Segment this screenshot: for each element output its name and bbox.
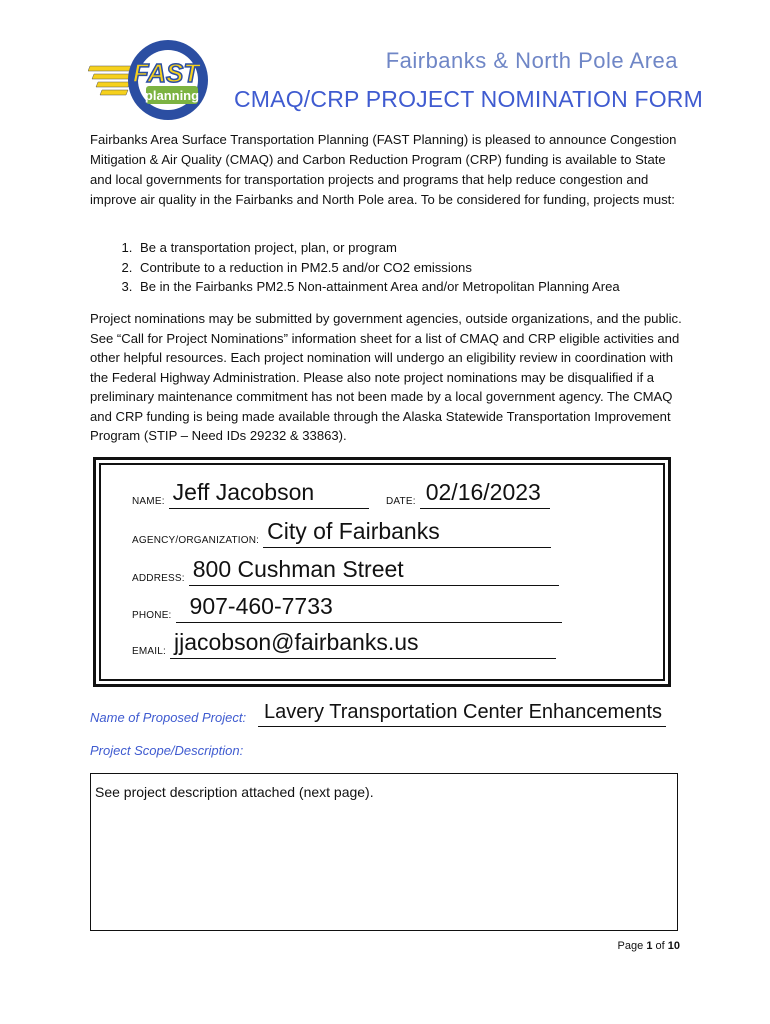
total-pages: 10 <box>667 940 680 952</box>
list-item: 3. Be in the Fairbanks PM2.5 Non-attainment Area and/or Metropolitan Planning Area <box>136 277 736 297</box>
header-subtitle: Fairbanks & North Pole Area <box>385 48 678 73</box>
project-name-label: Name of Proposed Project: <box>90 710 247 725</box>
page-word: Page <box>617 940 644 952</box>
logo-sub-text: planning <box>144 88 200 103</box>
project-scope-value[interactable]: See project description attached (next page). <box>95 784 374 800</box>
requirements-list <box>90 238 736 297</box>
logo-main-text: FAST <box>132 58 200 88</box>
date-label: DATE: <box>386 496 416 507</box>
email-field[interactable] <box>132 628 556 659</box>
list-item: 2. Contribute to a reduction in PM2.5 and/or CO2 emissions <box>136 258 736 278</box>
project-scope-label: Project Scope/Description: <box>90 743 244 758</box>
project-name-field[interactable] <box>258 696 666 727</box>
current-page: 1 <box>646 940 653 952</box>
phone-label: PHONE: <box>132 610 172 621</box>
nomination-info-paragraph: Project nominations may be submitted by government agencies, outside organizations, and the public. See “Call for Project Nominations” information sheet for a list of CMAQ and CRP eligible activities and other helpful resources. Each project nomination will undergo an eligibility review in coordination with the Federal Highway Administration. Please also note project nominations may be disqualified if a preliminary maintenance commitment has not been made by a local government agency. The CMAQ and CRP funding is being made available through the Alaska Statewide Transportation Improvement Program (STIP – Need IDs 29232 & 33863). <box>90 311 682 443</box>
name-value[interactable]: Jeff Jacobson <box>172 479 315 505</box>
phone-value[interactable]: 907-460-7733 <box>189 593 333 619</box>
agency-label: AGENCY/ORGANIZATION: <box>132 535 260 546</box>
address-field[interactable] <box>132 555 559 586</box>
intro-paragraph: Fairbanks Area Surface Transportation Planning (FAST Planning) is pleased to announce Congestion Mitigation & Air Quality (CMAQ) and Carbon Reduction Program (CRP) funding is available to State and local governments for transportation projects and programs that help reduce congestion and improve air quality in the Fairbanks and North Pole area. To be considered for funding, projects must: <box>90 132 677 207</box>
agency-value[interactable]: City of Fairbanks <box>267 518 440 544</box>
name-label: NAME: <box>132 496 165 507</box>
date-field[interactable] <box>386 478 550 509</box>
address-label: ADDRESS: <box>132 573 185 584</box>
project-name-value[interactable]: Lavery Transportation Center Enhancements <box>264 701 662 723</box>
of-word: of <box>655 940 665 952</box>
agency-field[interactable] <box>132 517 551 548</box>
page-number <box>618 940 680 952</box>
project-scope-textarea[interactable] <box>90 773 678 931</box>
form-title: CMAQ/CRP PROJECT NOMINATION FORM <box>234 86 703 112</box>
email-value[interactable]: jjacobson@fairbanks.us <box>174 629 419 655</box>
address-value[interactable]: 800 Cushman Street <box>192 556 404 582</box>
date-value[interactable]: 02/16/2023 <box>425 479 541 505</box>
email-label: EMAIL: <box>132 646 166 657</box>
phone-field[interactable] <box>132 592 562 623</box>
fast-planning-logo <box>88 36 228 126</box>
list-item: 1. Be a transportation project, plan, or program <box>136 238 736 258</box>
name-field[interactable] <box>132 478 369 509</box>
